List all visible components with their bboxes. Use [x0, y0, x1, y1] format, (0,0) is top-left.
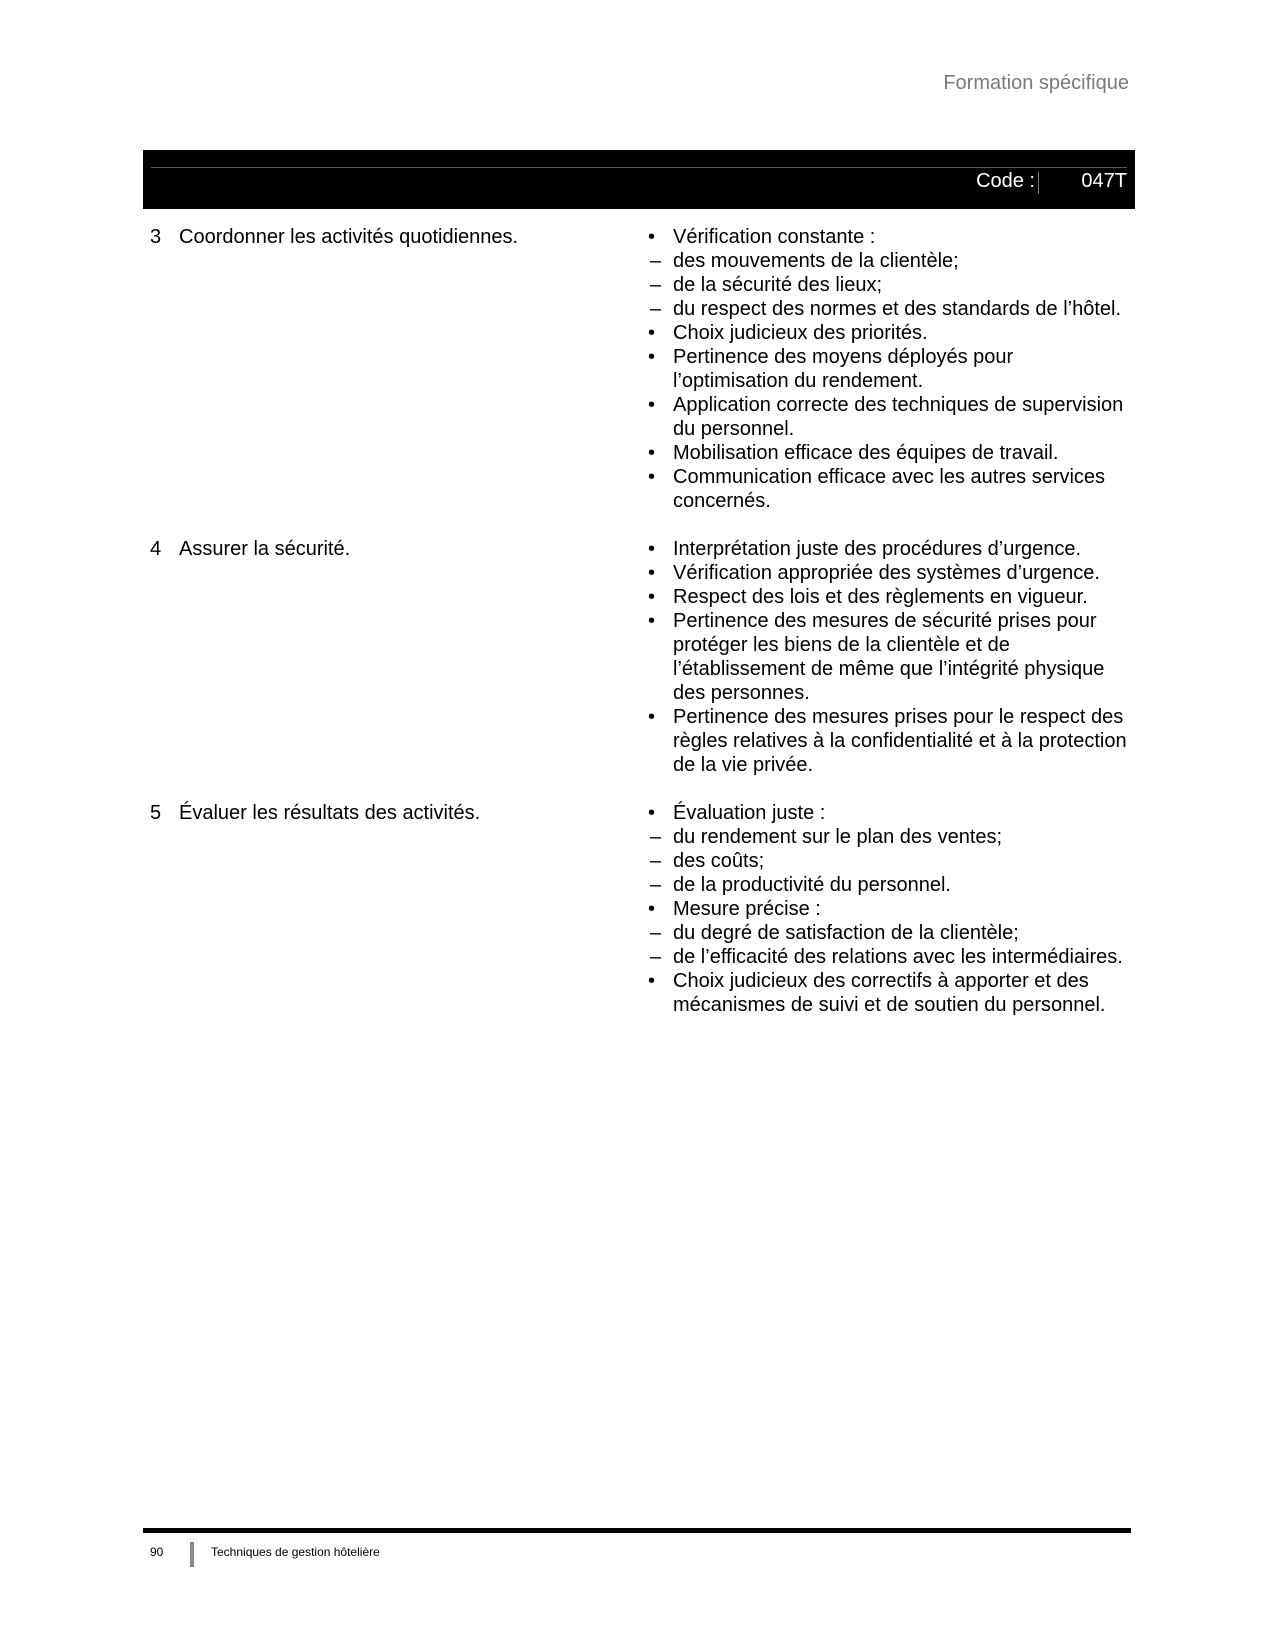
criterion-text: Interprétation juste des procédures d’urgence.	[673, 538, 1082, 560]
criterion-text: Mesure précise :	[673, 898, 821, 920]
criterion-text: Pertinence des mesures prises pour le respect des règles relatives à la confidentialité et à la protection de la vie privée.	[673, 706, 1127, 776]
criterion-item	[635, 537, 1130, 561]
criterion-item	[635, 465, 1130, 513]
code-bar	[143, 150, 1135, 209]
element-cell	[150, 801, 635, 1017]
bullet-icon: •	[648, 802, 656, 824]
code-value: 047T	[1081, 170, 1127, 192]
sub-criterion-text: du degré de satisfaction de la clientèle;	[673, 922, 1019, 944]
dash-icon: –	[650, 826, 662, 848]
criterion-text: Évaluation juste :	[673, 802, 826, 824]
criterion-text: Vérification appropriée des systèmes d’urgence.	[673, 562, 1100, 584]
sub-criterion-item	[650, 825, 1130, 849]
criterion-item	[635, 897, 1130, 969]
bullet-icon: •	[648, 706, 656, 728]
criterion-item	[635, 609, 1130, 705]
element-row	[150, 225, 1135, 513]
sub-criterion-item	[650, 873, 1130, 897]
criterion-item	[635, 801, 1130, 897]
criterion-item	[635, 321, 1130, 345]
criteria-list	[635, 801, 1130, 1017]
dash-icon: –	[650, 850, 662, 872]
sub-criteria-list	[650, 249, 1130, 321]
bullet-icon: •	[648, 442, 656, 464]
sub-criterion-text: du respect des normes et des standards de l’hôtel.	[673, 298, 1122, 320]
element-number: 4	[150, 538, 162, 560]
bullet-icon: •	[648, 394, 656, 416]
bullet-icon: •	[648, 346, 656, 368]
criteria-list	[635, 537, 1130, 777]
sub-criteria-list	[650, 825, 1130, 897]
bullet-icon: •	[648, 466, 656, 488]
competency-table	[150, 225, 1135, 1041]
criteria-cell	[635, 537, 1130, 777]
element-cell	[150, 225, 635, 513]
code-bar-rule	[151, 167, 1127, 168]
sub-criterion-text: de la sécurité des lieux;	[673, 274, 883, 296]
sub-criterion-item	[650, 921, 1130, 945]
sub-criterion-text: de l’efficacité des relations avec les intermédiaires.	[673, 946, 1123, 968]
criteria-cell	[635, 225, 1130, 513]
criterion-text: Mobilisation efficace des équipes de travail.	[673, 442, 1059, 464]
criterion-item	[635, 225, 1130, 321]
element-text: Coordonner les activités quotidiennes.	[179, 226, 519, 248]
code-label: Code :	[976, 170, 1035, 192]
criterion-text: Application correcte des techniques de supervision du personnel.	[673, 394, 1124, 440]
criterion-item	[635, 393, 1130, 441]
element-cell	[150, 537, 635, 777]
sub-criterion-text: du rendement sur le plan des ventes;	[673, 826, 1003, 848]
criterion-item	[635, 561, 1130, 585]
criterion-text: Pertinence des moyens déployés pour l’optimisation du rendement.	[673, 346, 1014, 392]
sub-criterion-text: des coûts;	[673, 850, 765, 872]
criteria-list	[635, 225, 1130, 513]
criterion-text: Choix judicieux des priorités.	[673, 322, 928, 344]
footer-separator	[190, 1542, 194, 1567]
dash-icon: –	[650, 874, 662, 896]
code-separator	[1038, 172, 1039, 194]
running-head: Formation spécifique	[943, 72, 1129, 94]
sub-criterion-item	[650, 945, 1130, 969]
criterion-text: Choix judicieux des correctifs à apporter et des mécanismes de suivi et de soutien du personnel.	[673, 970, 1106, 1016]
criterion-text: Pertinence des mesures de sécurité prises pour protéger les biens de la clientèle et de l’établissement de même que l’intégrité physique des personnes.	[673, 610, 1105, 704]
sub-criterion-item	[650, 297, 1130, 321]
bullet-icon: •	[648, 322, 656, 344]
criterion-text: Communication efficace avec les autres services concernés.	[673, 466, 1106, 512]
element-row	[150, 801, 1135, 1017]
bullet-icon: •	[648, 970, 656, 992]
sub-criterion-item	[650, 249, 1130, 273]
sub-criterion-text: de la productivité du personnel.	[673, 874, 951, 896]
criterion-text: Respect des lois et des règlements en vigueur.	[673, 586, 1088, 608]
element-text: Évaluer les résultats des activités.	[179, 802, 481, 824]
page-number: 90	[150, 1545, 164, 1559]
sub-criteria-list	[650, 921, 1130, 969]
criterion-item	[635, 441, 1130, 465]
element-text: Assurer la sécurité.	[179, 538, 351, 560]
bullet-icon: •	[648, 562, 656, 584]
sub-criterion-item	[650, 273, 1130, 297]
footer-title: Techniques de gestion hôtelière	[211, 1545, 380, 1559]
element-row	[150, 537, 1135, 777]
dash-icon: –	[650, 946, 662, 968]
criteria-cell	[635, 801, 1130, 1017]
criterion-text: Vérification constante :	[673, 226, 876, 248]
dash-icon: –	[650, 250, 662, 272]
sub-criterion-text: des mouvements de la clientèle;	[673, 250, 959, 272]
bullet-icon: •	[648, 586, 656, 608]
element-number: 3	[150, 226, 162, 248]
criterion-item	[635, 705, 1130, 777]
bullet-icon: •	[648, 610, 656, 632]
bullet-icon: •	[648, 538, 656, 560]
sub-criterion-item	[650, 849, 1130, 873]
element-number: 5	[150, 802, 162, 824]
bullet-icon: •	[648, 226, 656, 248]
criterion-item	[635, 969, 1130, 1017]
bullet-icon: •	[648, 898, 656, 920]
dash-icon: –	[650, 922, 662, 944]
dash-icon: –	[650, 274, 662, 296]
criterion-item	[635, 345, 1130, 393]
criterion-item	[635, 585, 1130, 609]
footer-rule	[143, 1528, 1131, 1533]
dash-icon: –	[650, 298, 662, 320]
